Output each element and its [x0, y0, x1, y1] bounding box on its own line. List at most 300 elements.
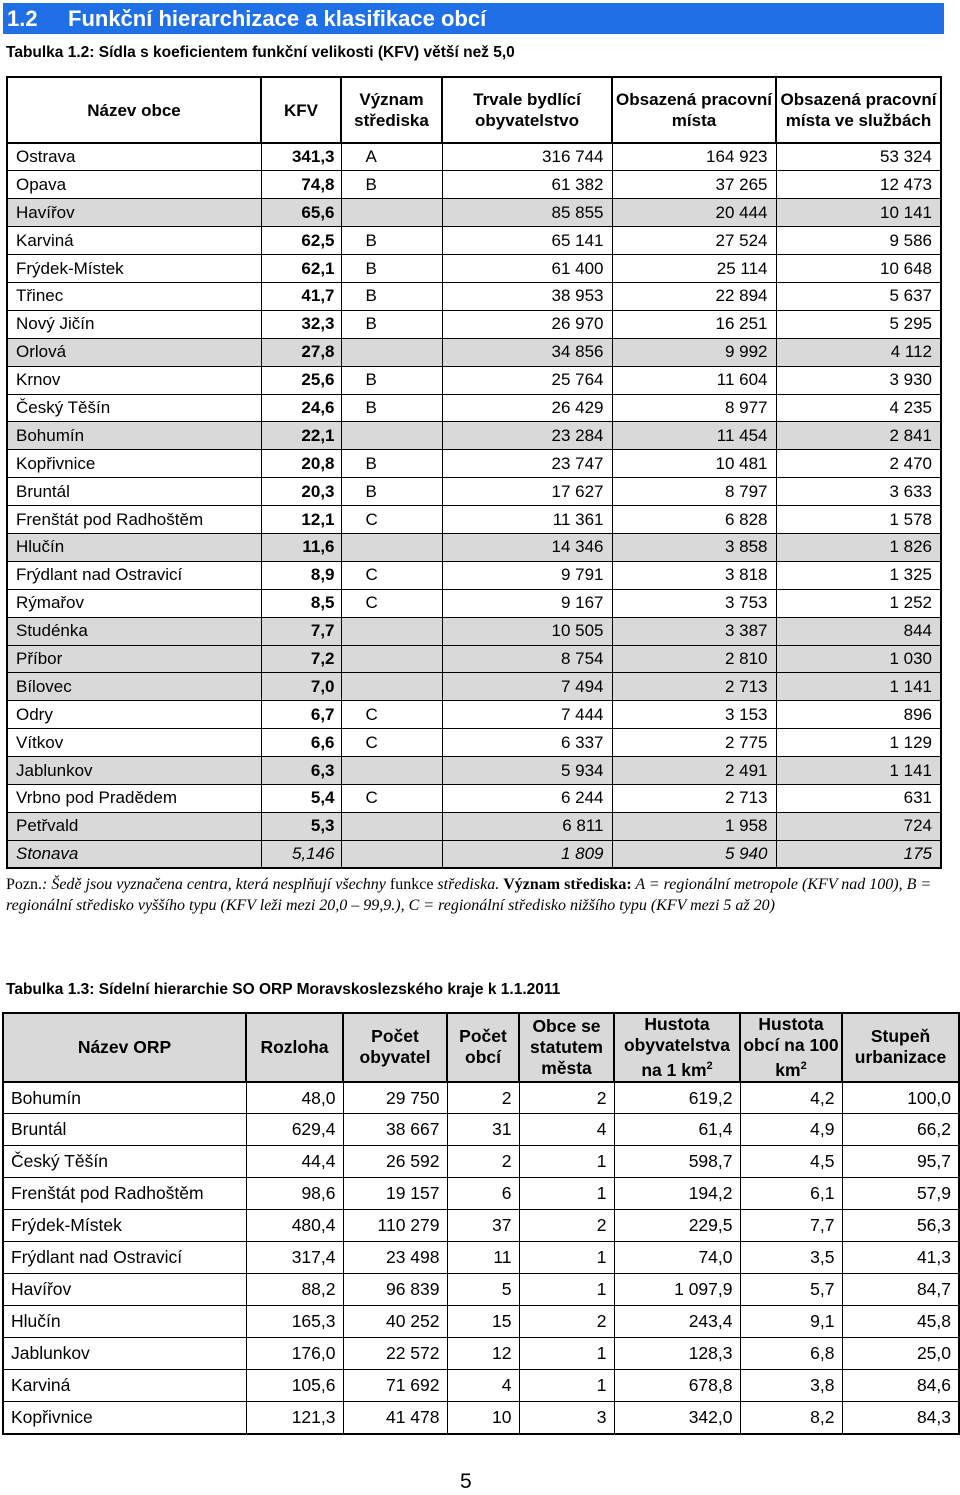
table-cell: B — [341, 227, 442, 255]
table-cell: 844 — [776, 617, 941, 645]
table-cell: Frenštát pod Radhoštěm — [3, 1178, 246, 1210]
table-header-row — [7, 77, 941, 143]
table-row — [7, 506, 941, 534]
table-row — [7, 701, 941, 729]
table-cell: 6 828 — [612, 506, 776, 534]
table-cell: 3 633 — [776, 478, 941, 506]
table-cell: 48,0 — [246, 1082, 343, 1114]
table-cell: 5 637 — [776, 282, 941, 310]
note-prefix: Pozn. — [6, 876, 42, 893]
table-row — [3, 1178, 959, 1210]
table-cell: Český Těšín — [7, 394, 261, 422]
note-text-4: A = regionální metropole (KFV nad 100), B = regionální středisko vyššího typu (KFV leži mezi 20,0 – 99,9.), C = regionální středisko nižšího typu (KFV mezi 5 až 20) — [6, 876, 932, 914]
table-cell: Odry — [7, 701, 261, 729]
table-cell: Bruntál — [3, 1114, 246, 1146]
table-cell: Petřvald — [7, 812, 261, 840]
table-cell: Havířov — [3, 1274, 246, 1306]
table-cell: 7,7 — [261, 617, 341, 645]
table-cell: 12 — [447, 1338, 519, 1370]
page-number: 5 — [460, 1470, 472, 1493]
table-cell: C — [341, 561, 442, 589]
table-cell: 9 586 — [776, 227, 941, 255]
table-cell: Frýdek-Místek — [3, 1210, 246, 1242]
table-cell: 3,5 — [740, 1242, 842, 1274]
table-cell: B — [341, 282, 442, 310]
table-cell: 61 400 — [442, 255, 612, 283]
table-cell: B — [341, 450, 442, 478]
table-cell: 2 — [519, 1210, 614, 1242]
table-cell: 1 — [519, 1370, 614, 1402]
table-cell: 95,7 — [842, 1146, 959, 1178]
table-cell — [341, 673, 442, 701]
column-header-text: Hustota obcí na 100 km — [743, 1014, 839, 1080]
table-cell: 128,3 — [614, 1338, 740, 1370]
table-cell: 3 153 — [612, 701, 776, 729]
column-header: Stupeň urbanizace — [842, 1013, 959, 1082]
table-cell: 724 — [776, 812, 941, 840]
table-cell: 5,3 — [261, 812, 341, 840]
table-cell: 27 524 — [612, 227, 776, 255]
table-cell: Příbor — [7, 645, 261, 673]
table-cell: 175 — [776, 840, 941, 868]
table-cell: Opava — [7, 171, 261, 199]
table-row — [7, 227, 941, 255]
table-cell: 29 750 — [343, 1082, 447, 1114]
table-cell: Karviná — [3, 1370, 246, 1402]
table-cell: A — [341, 143, 442, 171]
table-cell: 164 923 — [612, 143, 776, 171]
table-cell: 23 747 — [442, 450, 612, 478]
table-cell: 44,4 — [246, 1146, 343, 1178]
table-cell — [341, 533, 442, 561]
table-cell: 37 265 — [612, 171, 776, 199]
table-cell: 3 753 — [612, 589, 776, 617]
table-cell: 619,2 — [614, 1082, 740, 1114]
table-cell — [341, 617, 442, 645]
table-cell: 56,3 — [842, 1210, 959, 1242]
table-cell: 10 648 — [776, 255, 941, 283]
table-cell: C — [341, 589, 442, 617]
table-cell: C — [341, 784, 442, 812]
table-row — [3, 1338, 959, 1370]
table-cell: 24,6 — [261, 394, 341, 422]
table-cell: B — [341, 171, 442, 199]
orp-hierarchy-table — [2, 1012, 960, 1435]
table-cell: Třinec — [7, 282, 261, 310]
table-row — [7, 310, 941, 338]
table-cell: C — [341, 729, 442, 757]
table-cell: 25 114 — [612, 255, 776, 283]
table-cell: 480,4 — [246, 1210, 343, 1242]
table-cell: 62,1 — [261, 255, 341, 283]
table-cell: C — [341, 506, 442, 534]
table-cell: 31 — [447, 1114, 519, 1146]
table-cell: 229,5 — [614, 1210, 740, 1242]
table-cell: 26 970 — [442, 310, 612, 338]
table-cell: 2 810 — [612, 645, 776, 673]
table-row — [7, 784, 941, 812]
table-cell: 41,3 — [842, 1242, 959, 1274]
table-cell: 8 977 — [612, 394, 776, 422]
table-cell: 5 — [447, 1274, 519, 1306]
table-cell: 17 627 — [442, 478, 612, 506]
column-header — [740, 1013, 842, 1082]
table-cell: 2 — [447, 1146, 519, 1178]
table-cell: 1 — [519, 1178, 614, 1210]
table-cell: 84,3 — [842, 1402, 959, 1434]
table-cell: 243,4 — [614, 1306, 740, 1338]
table-row — [7, 282, 941, 310]
table-cell: 40 252 — [343, 1306, 447, 1338]
table-cell: 1 578 — [776, 506, 941, 534]
table-cell: Karviná — [7, 227, 261, 255]
table-cell: 74,0 — [614, 1242, 740, 1274]
column-header: Trvale bydlící obyvatelstvo — [442, 77, 612, 143]
column-header: Rozloha — [246, 1013, 343, 1082]
table-cell: 53 324 — [776, 143, 941, 171]
table-cell — [341, 757, 442, 785]
table-cell: 14 346 — [442, 533, 612, 561]
table-cell: 121,3 — [246, 1402, 343, 1434]
table-row — [7, 561, 941, 589]
table-cell: 1 252 — [776, 589, 941, 617]
table1-note — [6, 874, 936, 916]
table-cell: 6 811 — [442, 812, 612, 840]
table-cell: 62,5 — [261, 227, 341, 255]
table-row — [3, 1402, 959, 1434]
table-row — [7, 338, 941, 366]
table-cell: 631 — [776, 784, 941, 812]
table-cell: 22,1 — [261, 422, 341, 450]
table-cell: 2 713 — [612, 784, 776, 812]
column-header: Počet obcí — [447, 1013, 519, 1082]
table-cell: 27,8 — [261, 338, 341, 366]
table-row — [3, 1306, 959, 1338]
table-cell: 1 325 — [776, 561, 941, 589]
table-row — [3, 1242, 959, 1274]
table-cell: B — [341, 255, 442, 283]
table-cell: 2 — [519, 1082, 614, 1114]
table-cell: Vítkov — [7, 729, 261, 757]
table-cell: 8 754 — [442, 645, 612, 673]
superscript: 2 — [706, 1060, 713, 1072]
column-header: Název ORP — [3, 1013, 246, 1082]
table-cell: 6 337 — [442, 729, 612, 757]
table-cell: 9,1 — [740, 1306, 842, 1338]
table-cell: Bruntál — [7, 478, 261, 506]
table-cell: 1 — [519, 1338, 614, 1370]
column-header: Obsazená pracovní místa ve službách — [776, 77, 941, 143]
column-header: Název obce — [7, 77, 261, 143]
table-cell: 5,4 — [261, 784, 341, 812]
table-cell: 20,8 — [261, 450, 341, 478]
table-cell: 3 — [519, 1402, 614, 1434]
table-cell: 5 940 — [612, 840, 776, 868]
table-cell: 317,4 — [246, 1242, 343, 1274]
table-cell — [341, 840, 442, 868]
table-cell — [341, 338, 442, 366]
table-cell: 38 953 — [442, 282, 612, 310]
table-cell: 10 — [447, 1402, 519, 1434]
table-cell: 74,8 — [261, 171, 341, 199]
table-cell: B — [341, 478, 442, 506]
table-cell: Bílovec — [7, 673, 261, 701]
table-cell: 2 491 — [612, 757, 776, 785]
column-header: KFV — [261, 77, 341, 143]
table-cell: Stonava — [7, 840, 261, 868]
table-cell: 8,5 — [261, 589, 341, 617]
table-row — [7, 366, 941, 394]
table-row — [7, 840, 941, 868]
table-cell: 4 112 — [776, 338, 941, 366]
section-title: Funkční hierarchizace a klasifikace obcí — [68, 6, 487, 31]
table-cell: 7 494 — [442, 673, 612, 701]
table-cell: 57,9 — [842, 1178, 959, 1210]
table-row — [7, 729, 941, 757]
table-cell: Hlučín — [7, 533, 261, 561]
table-row — [7, 617, 941, 645]
table-cell: 1 030 — [776, 645, 941, 673]
table-cell: 194,2 — [614, 1178, 740, 1210]
table-cell: 629,4 — [246, 1114, 343, 1146]
table-cell: Ostrava — [7, 143, 261, 171]
table-cell: 2 841 — [776, 422, 941, 450]
table-cell: 15 — [447, 1306, 519, 1338]
table-cell: Hlučín — [3, 1306, 246, 1338]
table-cell: 1 097,9 — [614, 1274, 740, 1306]
table-cell: B — [341, 366, 442, 394]
table-cell: 2 — [519, 1306, 614, 1338]
table-cell: 11,6 — [261, 533, 341, 561]
superscript: 2 — [800, 1060, 807, 1072]
table-cell: 2 775 — [612, 729, 776, 757]
table-row — [7, 450, 941, 478]
table-cell: 1 — [519, 1146, 614, 1178]
column-header — [614, 1013, 740, 1082]
table-row — [3, 1082, 959, 1114]
table-cell: 26 429 — [442, 394, 612, 422]
table-cell: 7,0 — [261, 673, 341, 701]
table-cell: 37 — [447, 1210, 519, 1242]
section-heading — [3, 3, 944, 34]
table-row — [7, 645, 941, 673]
table-cell: 66,2 — [842, 1114, 959, 1146]
table-cell: 23 498 — [343, 1242, 447, 1274]
table-cell: Jablunkov — [3, 1338, 246, 1370]
table-row — [7, 171, 941, 199]
table-cell: 25,0 — [842, 1338, 959, 1370]
table-cell: 11 454 — [612, 422, 776, 450]
table-cell: 678,8 — [614, 1370, 740, 1402]
note-text-1: : Šedě jsou vyznačena centra, která nesplňují všechny — [42, 876, 390, 893]
table-cell: 316 744 — [442, 143, 612, 171]
table-cell: 23 284 — [442, 422, 612, 450]
table-cell: 9 167 — [442, 589, 612, 617]
table-cell: 32,3 — [261, 310, 341, 338]
column-header-text: Hustota obyvatelstva na 1 km — [623, 1014, 731, 1080]
table-cell: 98,6 — [246, 1178, 343, 1210]
table-cell: Bohumín — [7, 422, 261, 450]
table-cell: Kopřivnice — [7, 450, 261, 478]
table-cell: Havířov — [7, 199, 261, 227]
table-cell: Frenštát pod Radhoštěm — [7, 506, 261, 534]
table-cell: 41,7 — [261, 282, 341, 310]
table-cell: 20 444 — [612, 199, 776, 227]
table-cell: 25 764 — [442, 366, 612, 394]
table-cell: 84,7 — [842, 1274, 959, 1306]
table-cell: 10 481 — [612, 450, 776, 478]
section-number: 1.2 — [7, 6, 38, 31]
table-cell: 4 — [447, 1370, 519, 1402]
table-cell: Jablunkov — [7, 757, 261, 785]
table-cell: 10 141 — [776, 199, 941, 227]
table-cell: 7,2 — [261, 645, 341, 673]
table-cell: 11 361 — [442, 506, 612, 534]
table-row — [3, 1274, 959, 1306]
table-cell: 2 470 — [776, 450, 941, 478]
table-cell: 61 382 — [442, 171, 612, 199]
table-row — [7, 422, 941, 450]
table-cell: 22 894 — [612, 282, 776, 310]
table-cell: 6 244 — [442, 784, 612, 812]
table-row — [7, 589, 941, 617]
column-header: Obce se statutem města — [519, 1013, 614, 1082]
table-cell: 71 692 — [343, 1370, 447, 1402]
table-row — [7, 533, 941, 561]
table-cell: 3 387 — [612, 617, 776, 645]
table-cell: 38 667 — [343, 1114, 447, 1146]
table-cell: 105,6 — [246, 1370, 343, 1402]
table-cell: 22 572 — [343, 1338, 447, 1370]
note-text-3: střediska. — [433, 876, 504, 893]
table-cell: 3 818 — [612, 561, 776, 589]
table-cell: 10 505 — [442, 617, 612, 645]
table-cell: 3 858 — [612, 533, 776, 561]
table-cell: Studénka — [7, 617, 261, 645]
kfv-table — [6, 76, 942, 869]
table-cell: 1 958 — [612, 812, 776, 840]
table-cell: 41 478 — [343, 1402, 447, 1434]
table-cell: 1 141 — [776, 673, 941, 701]
table-cell: 84,6 — [842, 1370, 959, 1402]
table-cell: 4,2 — [740, 1082, 842, 1114]
table-cell: 5 934 — [442, 757, 612, 785]
table-cell: 6,8 — [740, 1338, 842, 1370]
table-cell: 176,0 — [246, 1338, 343, 1370]
table-cell: 5 295 — [776, 310, 941, 338]
table-cell: 11 604 — [612, 366, 776, 394]
table-row — [3, 1370, 959, 1402]
table-row — [3, 1146, 959, 1178]
table-cell: 342,0 — [614, 1402, 740, 1434]
table-cell: 4,5 — [740, 1146, 842, 1178]
table-cell: 8 797 — [612, 478, 776, 506]
table-cell: 6,7 — [261, 701, 341, 729]
table-cell: 6,3 — [261, 757, 341, 785]
table-cell: Nový Jičín — [7, 310, 261, 338]
table-cell: Rýmařov — [7, 589, 261, 617]
table-row — [7, 812, 941, 840]
table-cell: 3,8 — [740, 1370, 842, 1402]
table-cell: Frýdlant nad Ostravicí — [7, 561, 261, 589]
table-cell: 110 279 — [343, 1210, 447, 1242]
table-cell: 12,1 — [261, 506, 341, 534]
table-cell: 6 — [447, 1178, 519, 1210]
table-cell: 12 473 — [776, 171, 941, 199]
table-cell: 2 713 — [612, 673, 776, 701]
table-cell: Frýdlant nad Ostravicí — [3, 1242, 246, 1274]
table-cell: 1 — [519, 1274, 614, 1306]
table-cell: 5,146 — [261, 840, 341, 868]
table-cell: 9 791 — [442, 561, 612, 589]
note-text-2: funkce — [389, 876, 434, 893]
table-cell: C — [341, 701, 442, 729]
table-cell — [341, 812, 442, 840]
table-cell: 4,9 — [740, 1114, 842, 1146]
table-cell: 598,7 — [614, 1146, 740, 1178]
table-row — [7, 143, 941, 171]
table-cell — [341, 645, 442, 673]
table-cell: 6,6 — [261, 729, 341, 757]
table-cell: 1 — [519, 1242, 614, 1274]
table-cell: 25,6 — [261, 366, 341, 394]
table-cell: 9 992 — [612, 338, 776, 366]
table-row — [7, 478, 941, 506]
table-cell: 1 826 — [776, 533, 941, 561]
table-cell — [341, 199, 442, 227]
table-cell: 65,6 — [261, 199, 341, 227]
table-cell: B — [341, 394, 442, 422]
table-cell: Český Těšín — [3, 1146, 246, 1178]
table-cell: 8,2 — [740, 1402, 842, 1434]
table-row — [3, 1114, 959, 1146]
table-cell: 7 444 — [442, 701, 612, 729]
column-header: Počet obyvatel — [343, 1013, 447, 1082]
table-cell: 165,3 — [246, 1306, 343, 1338]
table-cell: 26 592 — [343, 1146, 447, 1178]
table-cell: 16 251 — [612, 310, 776, 338]
table-cell: 11 — [447, 1242, 519, 1274]
note-bold: Význam střediska: — [503, 876, 632, 893]
table-cell: 65 141 — [442, 227, 612, 255]
table-cell: Orlová — [7, 338, 261, 366]
table-cell: 1 129 — [776, 729, 941, 757]
table-header-row — [3, 1013, 959, 1082]
table-cell: 88,2 — [246, 1274, 343, 1306]
table-cell: 34 856 — [442, 338, 612, 366]
table-row — [7, 394, 941, 422]
table-cell: Frýdek-Místek — [7, 255, 261, 283]
table-cell: 20,3 — [261, 478, 341, 506]
column-header: Význam střediska — [341, 77, 442, 143]
table-cell: 100,0 — [842, 1082, 959, 1114]
table-cell: 8,9 — [261, 561, 341, 589]
table1-caption: Tabulka 1.2: Sídla s koeficientem funkční velikosti (KFV) větší než 5,0 — [6, 44, 515, 61]
table-cell — [341, 422, 442, 450]
table-cell: Kopřivnice — [3, 1402, 246, 1434]
table-cell: 1 141 — [776, 757, 941, 785]
column-header: Obsazená pracovní místa — [612, 77, 776, 143]
table-cell: 341,3 — [261, 143, 341, 171]
table-cell: 3 930 — [776, 366, 941, 394]
table-cell: Krnov — [7, 366, 261, 394]
table-cell: 61,4 — [614, 1114, 740, 1146]
table-row — [7, 255, 941, 283]
table-cell: B — [341, 310, 442, 338]
table-row — [7, 199, 941, 227]
table-cell: 896 — [776, 701, 941, 729]
table-row — [7, 757, 941, 785]
